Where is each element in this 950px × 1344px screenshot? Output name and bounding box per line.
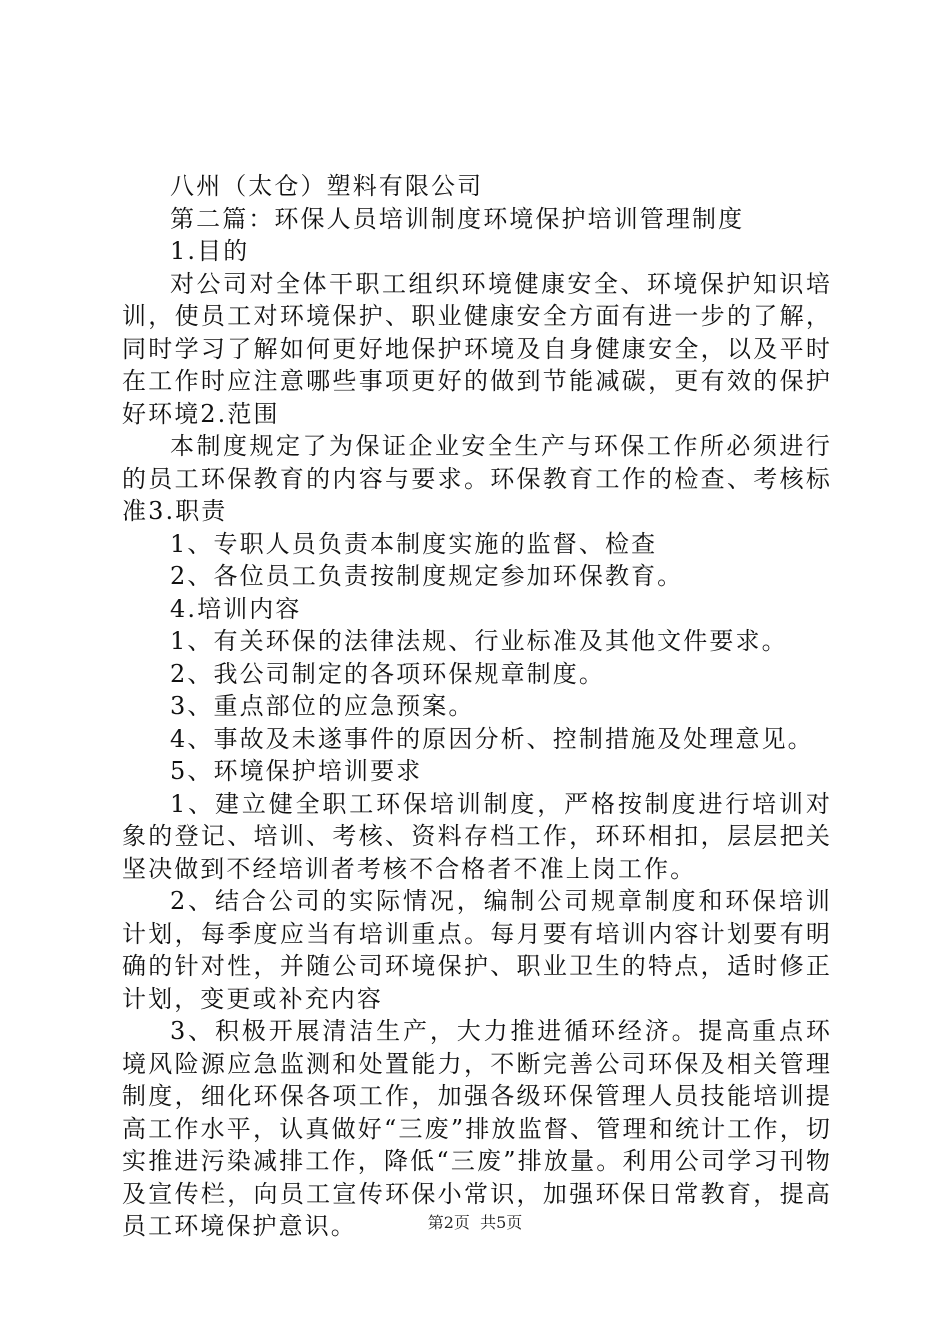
list-item-requirement-1: 1、建立健全职工环保培训制度，严格按制度进行培训对象的登记、培训、考核、资料存档工作，环环相扣，层层把关坚决做到不经培训者考核不合格者不准上岗工作。 (122, 789, 832, 883)
list-item-duty-2: 2、各位员工负责按制度规定参加环保教育。 (170, 562, 684, 590)
list-item-content-3: 3、重点部位的应急预案。 (170, 692, 475, 720)
list-item-duty-1: 1、专职人员负责本制度实施的监督、检查 (170, 529, 658, 558)
document-body (122, 170, 832, 1243)
section-heading-training-content: 4.培训内容 (170, 594, 302, 623)
chapter-title: 第二篇：环保人员培训制度环境保护培训管理制度 (170, 204, 745, 233)
list-item-content-5: 5、环境保护培训要求 (170, 757, 423, 785)
paragraph-purpose: 对公司对全体干职工组织环境健康安全、环境保护知识培训，使员工对环境保护、职业健康安全方面有进一步的了解，同时学习了解如何更好地保护环境及自身健康安全，以及平时在工作时应注意哪些事项更好的做到节能减碳，更有效的保护好环境2.范围 (122, 269, 832, 428)
paragraph-scope: 本制度规定了为保证企业安全生产与环保工作所必须进行的员工环保教育的内容与要求。环保教育工作的检查、考核标准3.职责 (122, 432, 832, 525)
company-name: 八州（太仓）塑料有限公司 (170, 172, 484, 200)
list-item-requirement-3: 3、积极开展清洁生产，大力推进循环经济。提高重点环境风险源应急监测和处置能力，不断完善公司环保及相关管理制度，细化环保各项工作，加强各级环保管理人员技能培训提高工作水平，认真做好“三废”排放监督、管理和统计工作，切实推进污染减排工作，降低“三废”排放量。利用公司学习刊物及宣传栏，向员工宣传环保小常识，加强环保日常教育，提高员工环境保护意识。 (122, 1017, 832, 1240)
page-number-footer: 第2页 共5页 (427, 1213, 523, 1232)
list-item-requirement-2: 2、结合公司的实际情况，编制公司规章制度和环保培训计划，每季度应当有培训重点。每月要有培训内容计划要有明确的针对性，并随公司环境保护、职业卫生的特点，适时修正计划，变更或补充内容 (122, 887, 832, 1013)
list-item-content-4: 4、事故及未遂事件的原因分析、控制措施及处理意见。 (170, 724, 814, 753)
list-item-content-1: 1、有关环保的法律法规、行业标准及其他文件要求。 (170, 627, 788, 655)
section-heading-purpose: 1.目的 (170, 237, 250, 265)
list-item-content-2: 2、我公司制定的各项环保规章制度。 (170, 659, 605, 688)
